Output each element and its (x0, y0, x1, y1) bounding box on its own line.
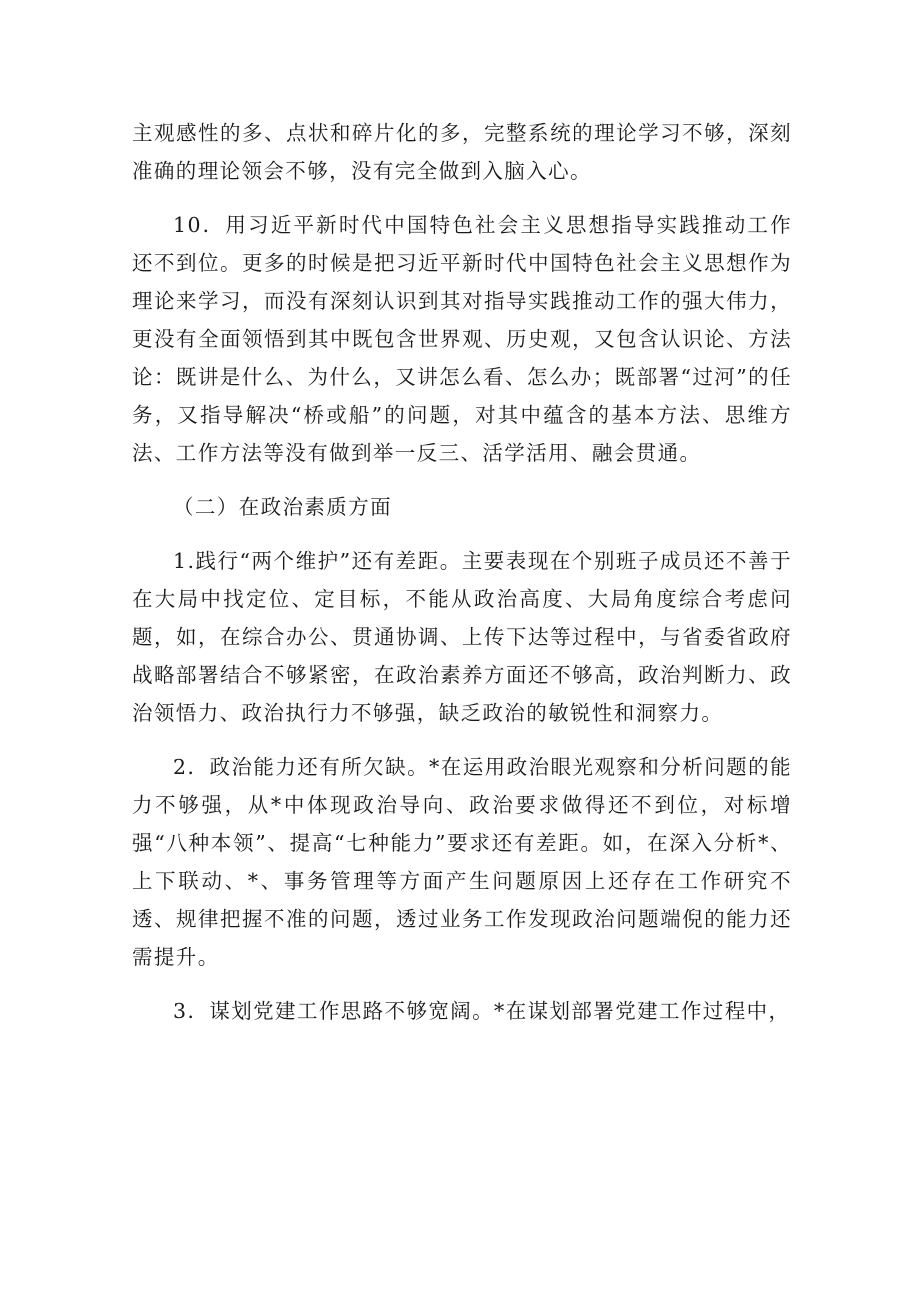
document-body (132, 114, 792, 1046)
paragraph-section2-item-1: 1.践行“两个维护”还有差距。主要表现在个别班子成员还不善于在大局中找定位、定目标，不能从政治高度、大局角度综合考虑问题，如，在综合办公、贯通协调、上传下达等过程中，与省委省政府战略部署结合不够紧密，在政治素养方面还不够高，政治判断力、政治领悟力、政治执行力不够强，缺乏政治的敏锐性和洞察力。 (132, 549, 792, 725)
paragraph-section2-item-2: 2．政治能力还有所欠缺。*在运用政治眼光观察和分析问题的能力不够强，从*中体现政治导向、政治要求做得还不到位，对标增强“八种本领”、提高“七种能力”要求还有差距。如，在深入分析*、上下联动、*、事务管理等方面产生问题原因上还存在工作研究不透、规律把握不准的问题，透过业务工作发现政治问题端倪的能力还需提升。 (132, 755, 792, 969)
paragraph-item-10: 10．用习近平新时代中国特色社会主义思想指导实践推动工作还不到位。更多的时候是把习近平新时代中国特色社会主义思想作为理论来学习，而没有深刻认识到其对指导实践推动工作的强大伟力，更没有全面领悟到其中既包含世界观、历史观，又包含认识论、方法论：既讲是什么、为什么，又讲怎么看、怎么办；既部署“过河”的任务，又指导解决“桥或船”的问题，对其中蕴含的基本方法、思维方法、工作方法等没有做到举一反三、活学活用、融会贯通。 (132, 213, 792, 465)
paragraph-continuation: 主观感性的多、点状和碎片化的多，完整系统的理论学习不够，深刻准确的理论领会不够，没有完全做到入脑入心。 (132, 121, 792, 183)
paragraph-section2-item-3: 3．谋划党建工作思路不够宽阔。*在谋划部署党建工作过程中， (173, 999, 791, 1023)
section-heading-political-quality: （二）在政治素质方面 (173, 495, 392, 519)
